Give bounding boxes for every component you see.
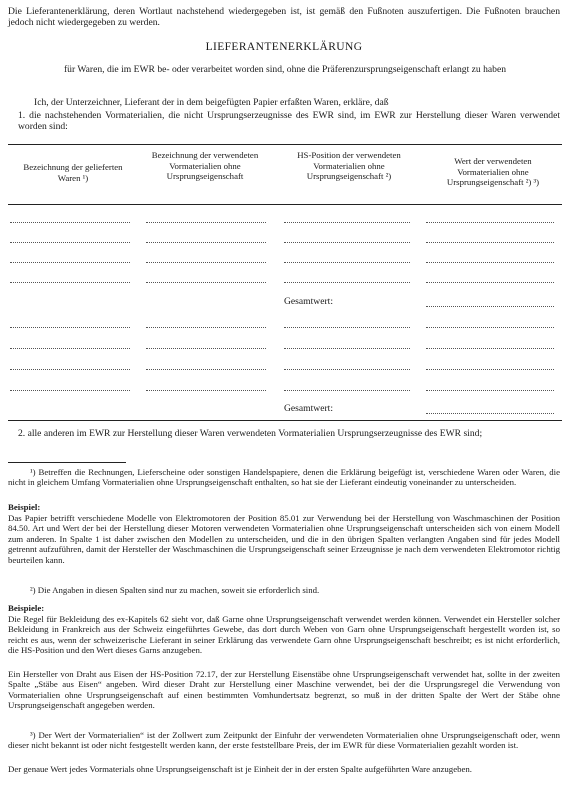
item-2-text: 2. alle anderen im EWR zur Herstellung dieser Waren verwendeten Vormaterialien Ursprungserzeugnisse des EWR sind; (18, 428, 483, 439)
dotted-entry-line[interactable] (146, 348, 266, 349)
column-header-goods: Bezeichnung der gelieferten Waren ¹) (23, 162, 123, 183)
dotted-entry-line[interactable] (10, 282, 130, 283)
dotted-entry-line[interactable] (146, 390, 266, 391)
total-label: Gesamtwert: (284, 403, 334, 414)
dotted-entry-line[interactable] (426, 262, 554, 263)
dotted-entry-line[interactable] (284, 348, 410, 349)
dotted-entry-line[interactable] (146, 282, 266, 283)
dotted-entry-line[interactable] (284, 242, 410, 243)
dotted-entry-line[interactable] (10, 327, 130, 328)
column-header-hs-position: HS-Position der verwendeten Vormaterialien ohne Ursprungseigenschaft ²) (297, 150, 401, 182)
dotted-entry-line[interactable] (426, 222, 554, 223)
dotted-entry-line[interactable] (284, 369, 410, 370)
dotted-entry-line[interactable] (426, 369, 554, 370)
footnote-3-text-2: Der genaue Wert jedes Vormaterials ohne Ursprungseigenschaft ist je Einheit der in der ersten Spalte aufgeführten Ware anzugeben. (8, 764, 473, 774)
beispiele-text-2: Ein Hersteller von Draht aus Eisen der HS-Position 72.17, der zur Herstellung Eisenstäbe ohne Ursprungseigenschaft verwendet hat, sollte in der zweiten Spalte „Stäbe aus Eisen“ angeben. Wird dieser Draht zur Herstellung einer Maschine verwendet, bei der die Ursprungsregel die Verwendung von Vormaterialien ohne Ursprungseigenschaft auf einen bestimmten Vomhundertsatz begrenzt, so muß in der dritten Spalte der Wert der Stäbe ohne Ursprungseigenschaft angegeben werden. (8, 669, 560, 711)
total-value-line[interactable] (426, 413, 554, 414)
table-top-rule (8, 144, 562, 145)
dotted-entry-line[interactable] (146, 327, 266, 328)
dotted-entry-line[interactable] (284, 282, 410, 283)
dotted-entry-line[interactable] (426, 282, 554, 283)
dotted-entry-line[interactable] (10, 369, 130, 370)
dotted-entry-line[interactable] (10, 242, 130, 243)
dotted-entry-line[interactable] (284, 327, 410, 328)
dotted-entry-line[interactable] (146, 369, 266, 370)
subtitle: für Waren, die im EWR be- oder verarbeitet worden sind, ohne die Präferenzursprungseigenschaft erlangt zu haben (63, 64, 507, 75)
dotted-entry-line[interactable] (426, 242, 554, 243)
table-bottom-rule (8, 420, 562, 421)
table-header-rule (8, 204, 562, 205)
dotted-entry-line[interactable] (426, 327, 554, 328)
dotted-entry-line[interactable] (146, 242, 266, 243)
footnote-separator (8, 462, 126, 463)
beispiele-text-1: Die Regel für Bekleidung des ex-Kapitels 62 sieht vor, daß Garne ohne Ursprungseigenschaft verwendet werden können. Verwendet ein Hersteller solcher Bekleidung in Frankreich aus der Schweiz eingeführtes Gewebe, das dort durch Weben von Garn ohne Ursprungseigenschaft hergestellt worden ist, so reicht es aus, wenn der schweizerische Lieferant in seiner Erklärung das verwendete Garn ohne Ursprungseigenschaft beschreibt; es ist nicht erforderlich, die HS-Position und den Wert dieses Garns anzugeben. (8, 614, 560, 656)
declaration-text: Ich, der Unterzeichner, Lieferant der in dem beigefügten Papier erfaßten Waren, erkläre, daß (34, 97, 389, 108)
footnote-3: ³) Der Wert der Vormaterialien“ ist der Zollwert zum Zeitpunkt der Einfuhr der verwendeten Vormaterialien ohne Ursprungseigenschaft oder, wenn dieser nicht bekannt ist oder nicht festgestellt werden kann, der erste feststellbare Preis, der im EWR für diese Vormaterialien gezahlt worden ist. (8, 730, 560, 751)
dotted-entry-line[interactable] (284, 390, 410, 391)
dotted-entry-line[interactable] (284, 222, 410, 223)
total-label: Gesamtwert: (284, 296, 334, 307)
dotted-entry-line[interactable] (10, 348, 130, 349)
footnote-1: ¹) Betreffen die Rechnungen, Lieferscheine oder sonstigen Handelspapiere, denen die Erklärung beigefügt ist, verschiedene Waren oder Waren, die nicht in gleichem Umfang Vormaterialien ohne Ursprungseigenschaft enthalten, so hat sie der Lieferant eindeutig voneinander zu unterscheiden. (8, 467, 560, 488)
dotted-entry-line[interactable] (10, 262, 130, 263)
dotted-entry-line[interactable] (10, 390, 130, 391)
column-header-value: Wert der verwendeten Vormaterialien ohne Ursprungseigenschaft ²) ³) (446, 156, 540, 188)
intro-paragraph: Die Lieferantenerklärung, deren Wortlaut nachstehend wiedergegeben ist, ist gemäß den Fußnoten auszufertigen. Die Fußnoten brauchen jedoch nicht wiedergegeben zu werden. (8, 6, 560, 29)
beispiele-heading: Beispiele: (8, 603, 45, 613)
dotted-entry-line[interactable] (426, 348, 554, 349)
column-header-materials: Bezeichnung der verwendeten Vormaterialien ohne Ursprungseigenschaft (151, 150, 259, 182)
dotted-entry-line[interactable] (146, 262, 266, 263)
beispiel-heading: Beispiel: (8, 502, 41, 512)
dotted-entry-line[interactable] (426, 390, 554, 391)
footnote-2: ²) Die Angaben in diesen Spalten sind nur zu machen, soweit sie erforderlich sind. (30, 585, 320, 595)
beispiel-text: Das Papier betrifft verschiedene Modelle von Elektromotoren der Position 85.01 zur Verwendung bei der Herstellung von Waschmaschinen der Position 84.50. Art und Wert der bei der Herstellung dieser Motoren verwendeten Vormaterialien ohne Ursprungseigenschaft unterscheiden sich von einem Modell zum anderen. In Spalte 1 ist daher zwischen den Modellen zu unterscheiden, und die in den übrigen Spalten verlangten Angaben sind für jedes Modell getrennt aufzuführen, damit der Hersteller der Waschmaschinen die Ursprungseigenschaft seiner Erzeugnisse je nach dem verwendeten Elektromotor richtig beurteilen kann. (8, 513, 560, 565)
dotted-entry-line[interactable] (146, 222, 266, 223)
page-title: LIEFERANTENERKLÄRUNG (205, 41, 363, 53)
dotted-entry-line[interactable] (10, 222, 130, 223)
total-value-line[interactable] (426, 306, 554, 307)
dotted-entry-line[interactable] (284, 262, 410, 263)
item-1-text: 1. die nachstehenden Vormaterialien, die nicht Ursprungserzeugnisse des EWR sind, im EWR zur Herstellung dieser Waren verwendet worden sind: (18, 110, 560, 133)
